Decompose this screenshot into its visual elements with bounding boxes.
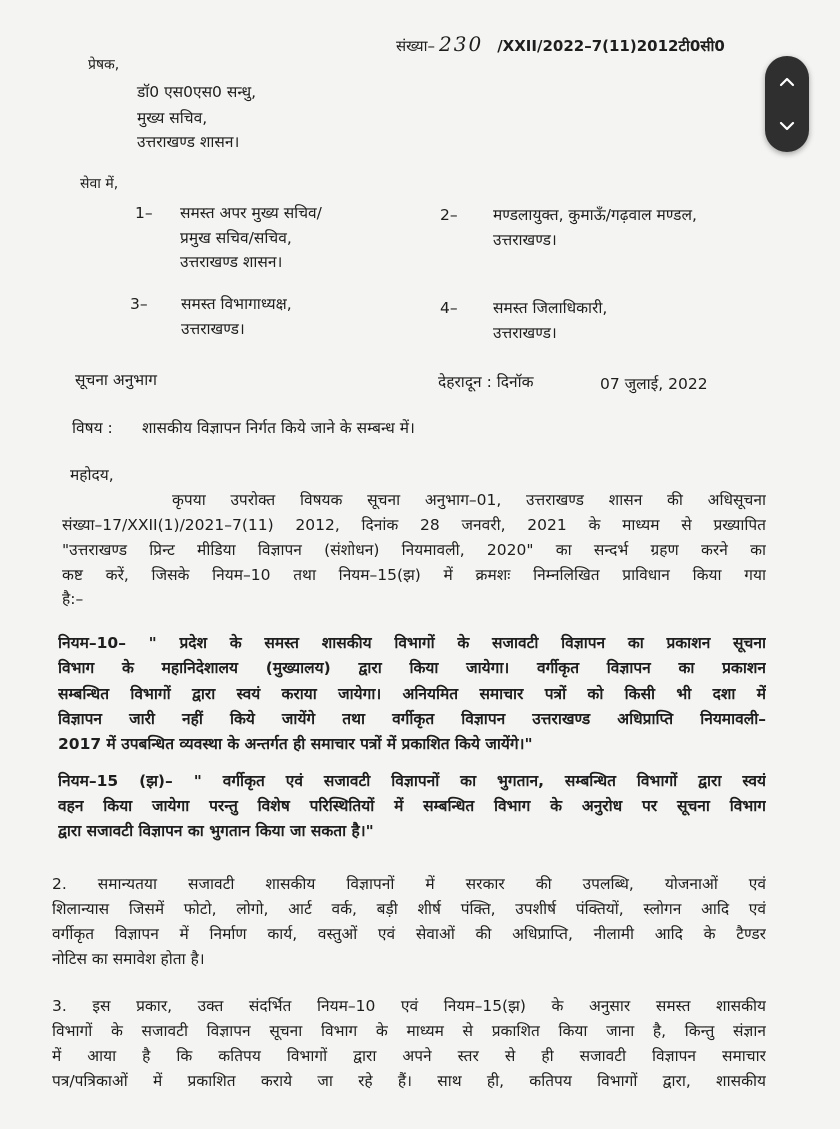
intro-line-4: कष्ट करें, जिसके नियम–10 तथा नियम–15(झ) में क्रमशः निम्नलिखित प्राविधान किया गया bbox=[62, 566, 766, 584]
rule15-line-3: द्वारा सजावटी विज्ञापन का भुगतान किया जा सकता है।" bbox=[58, 822, 374, 840]
para2-line-3: वर्गीकृत विज्ञापन में निर्माण कार्य, वस्तुओं एवं सेवाओं की अधिप्राप्ति, नीलामी आदि के टैण्डर bbox=[52, 925, 766, 943]
recipient-4-line-1: समस्त जिलाधिकारी, bbox=[493, 299, 608, 317]
sender-name: डॉ0 एस0एस0 सन्धु, bbox=[137, 83, 257, 101]
para3-line-1: 3. इस प्रकार, उक्त संदर्भित नियम–10 एवं नियम–15(झ) के अनुसार समस्त शासकीय bbox=[52, 997, 766, 1015]
subject-text: शासकीय विज्ञापन निर्गत किये जाने के सम्बन्ध में। bbox=[142, 419, 415, 437]
recipient-1-line-2: प्रमुख सचिव/सचिव, bbox=[180, 229, 292, 247]
scroll-down-button[interactable] bbox=[765, 104, 809, 148]
recipients-label: सेवा में, bbox=[80, 176, 119, 192]
salutation: महोदय, bbox=[70, 466, 114, 484]
recipient-2-number: 2– bbox=[440, 206, 458, 224]
recipient-1-line-1: समस्त अपर मुख्य सचिव/ bbox=[180, 204, 322, 222]
recipient-1-line-3: उत्तराखण्ड शासन। bbox=[180, 253, 283, 271]
rule15-line-1: नियम–15 (झ)– " वर्गीकृत एवं सजावटी विज्ञापनों का भुगतान, सम्बन्धित विभागों द्वारा स्वयं bbox=[58, 772, 766, 790]
intro-line-2: संख्या–17/XXII(1)/2021–7(11) 2012, दिनांक 28 जनवरी, 2021 के माध्यम से प्रख्यापित bbox=[62, 516, 766, 534]
reference-handwritten-number: 230 bbox=[439, 32, 484, 56]
intro-line-3: "उत्तराखण्ड प्रिन्ट मीडिया विज्ञापन (संशोधन) नियमावली, 2020" का सन्दर्भ ग्रहण करने का bbox=[62, 541, 766, 559]
rule10-line-5: 2017 में उपबन्धित व्यवस्था के अन्तर्गत ही समाचार पत्रों में प्रकाशित किये जायेंगे।" bbox=[58, 735, 533, 753]
recipient-2-line-1: मण्डलायुक्त, कुमाऊँ/गढ़वाल मण्डल, bbox=[493, 206, 697, 224]
intro-line-1: कृपया उपरोक्त विषयक सूचना अनुभाग–01, उत्तराखण्ड शासन की अधिसूचना bbox=[172, 491, 766, 509]
rule10-line-2: विभाग के महानिदेशालय (मुख्यालय) द्वारा किया जायेगा। वर्गीकृत विज्ञापन का प्रकाशन bbox=[58, 659, 766, 677]
recipient-4-number: 4– bbox=[440, 299, 458, 317]
intro-line-5: है:– bbox=[62, 590, 84, 608]
page-scroll-controls bbox=[765, 56, 809, 152]
sender-label: प्रेषक, bbox=[88, 57, 120, 73]
para3-line-4: पत्र/पत्रिकाओं में प्रकाशित कराये जा रहे हैं। साथ ही, कतिपय विभागों द्वारा, शासकीय bbox=[52, 1072, 766, 1090]
rule10-line-3: सम्बन्धित विभागों द्वारा स्वयं कराया जायेगा। अनियमित समाचार पत्रों को किसी भी दशा में bbox=[58, 685, 766, 703]
letter-date: 07 जुलाई, 2022 bbox=[600, 375, 708, 393]
recipient-3-line-1: समस्त विभागाध्यक्ष, bbox=[181, 295, 292, 313]
sender-designation: मुख्य सचिव, bbox=[137, 109, 208, 127]
chevron-down-icon bbox=[777, 116, 797, 136]
place-date-label: देहरादून : दिनॉक bbox=[438, 373, 534, 391]
subject-label: विषय : bbox=[72, 419, 113, 437]
recipient-3-line-2: उत्तराखण्ड। bbox=[181, 320, 245, 338]
recipient-3-number: 3– bbox=[130, 295, 148, 313]
para2-line-2: शिलान्यास जिसमें फोटो, लोगो, आर्ट वर्क, बड़ी शीर्ष पंक्ति, उपशीर्ष पंक्तियों, स्लोगन आदि एवं bbox=[52, 900, 766, 918]
recipient-1-number: 1– bbox=[135, 204, 153, 222]
reference-number bbox=[396, 34, 725, 56]
reference-prefix: संख्या– bbox=[396, 37, 436, 55]
para2-line-1: 2. समान्यतया सजावटी शासकीय विज्ञापनों में सरकार की उपलब्धि, योजनाओं एवं bbox=[52, 875, 766, 893]
para3-line-2: विभागों के सजावटी विज्ञापन सूचना विभाग के माध्यम से प्रकाशित किया जाना है, किन्तु संज्ञान bbox=[52, 1022, 766, 1040]
reference-suffix: /XXII/2022–7(11)2012टी0सी0 bbox=[497, 37, 725, 55]
recipient-2-line-2: उत्तराखण्ड। bbox=[493, 231, 557, 249]
section-name: सूचना अनुभाग bbox=[75, 371, 157, 389]
rule10-line-1: नियम–10– " प्रदेश के समस्त शासकीय विभागों के सजावटी विज्ञापन का प्रकाशन सूचना bbox=[58, 634, 766, 652]
para3-line-3: में आया है कि कतिपय विभागों द्वारा अपने स्तर से ही सजावटी विज्ञापन समाचार bbox=[52, 1047, 766, 1065]
recipient-4-line-2: उत्तराखण्ड। bbox=[493, 324, 557, 342]
rule10-line-4: विज्ञापन जारी नहीं किये जायेंगे तथा वर्गीकृत विज्ञापन उत्तराखण्ड अधिप्राप्ति नियमावली– bbox=[58, 710, 766, 728]
sender-org: उत्तराखण्ड शासन। bbox=[137, 133, 240, 151]
chevron-up-icon bbox=[777, 72, 797, 92]
para2-line-4: नोटिस का समावेश होता है। bbox=[52, 950, 205, 968]
scroll-up-button[interactable] bbox=[765, 60, 809, 104]
rule15-line-2: वहन किया जायेगा परन्तु विशेष परिस्थितियों में सम्बन्धित विभाग के अनुरोध पर सूचना विभाग bbox=[58, 797, 766, 815]
